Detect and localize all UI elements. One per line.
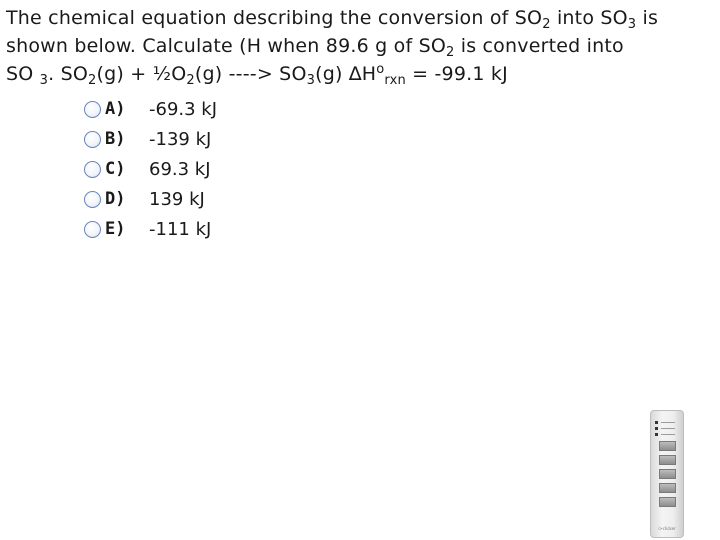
clicker-logo: i>clicker [658,526,676,531]
choice-value: -69.3 kJ [149,98,218,120]
choice-c[interactable] [84,154,217,184]
answer-choices [84,94,217,244]
choice-letter: C) [105,159,126,179]
clicker-button [659,441,676,451]
choice-b[interactable] [84,124,217,154]
choice-value: 69.3 kJ [149,158,211,180]
clicker-indicator [655,421,677,424]
clicker-button [659,469,676,479]
clicker-button [659,483,676,493]
clicker-indicator [655,433,677,436]
choice-letter: A) [105,99,126,119]
clicker-remote-icon [650,410,684,538]
radio-button-b[interactable] [84,131,101,148]
choice-letter: E) [105,219,126,239]
radio-button-c[interactable] [84,161,101,178]
choice-value: 139 kJ [149,188,205,210]
radio-button-a[interactable] [84,101,101,118]
choice-letter: B) [105,129,126,149]
choice-e[interactable] [84,214,217,244]
choice-value: -111 kJ [149,218,212,240]
question-line-3: SO $_3$. $SO_2(g)$ + $\frac{1}{2}O_2(g)$ ----> $SO_3(g) \Delta H^o_{rxn} = -99.1$ kJ [6,62,508,88]
question-line-1: The chemical equation describing the conversion of $SO_2$ into $SO_3$ is [6,7,659,32]
radio-button-d[interactable] [84,191,101,208]
clicker-button [659,497,676,507]
radio-button-e[interactable] [84,221,101,238]
question-line-2: shown below. Calculate (H when 89.6 g of $SO_2$ is converted into [6,35,624,60]
clicker-indicator [655,427,677,430]
choice-letter: D) [105,189,126,209]
choice-value: -139 kJ [149,128,212,150]
clicker-button [659,455,676,465]
question-text [6,4,712,88]
choice-d[interactable] [84,184,217,214]
choice-a[interactable] [84,94,217,124]
